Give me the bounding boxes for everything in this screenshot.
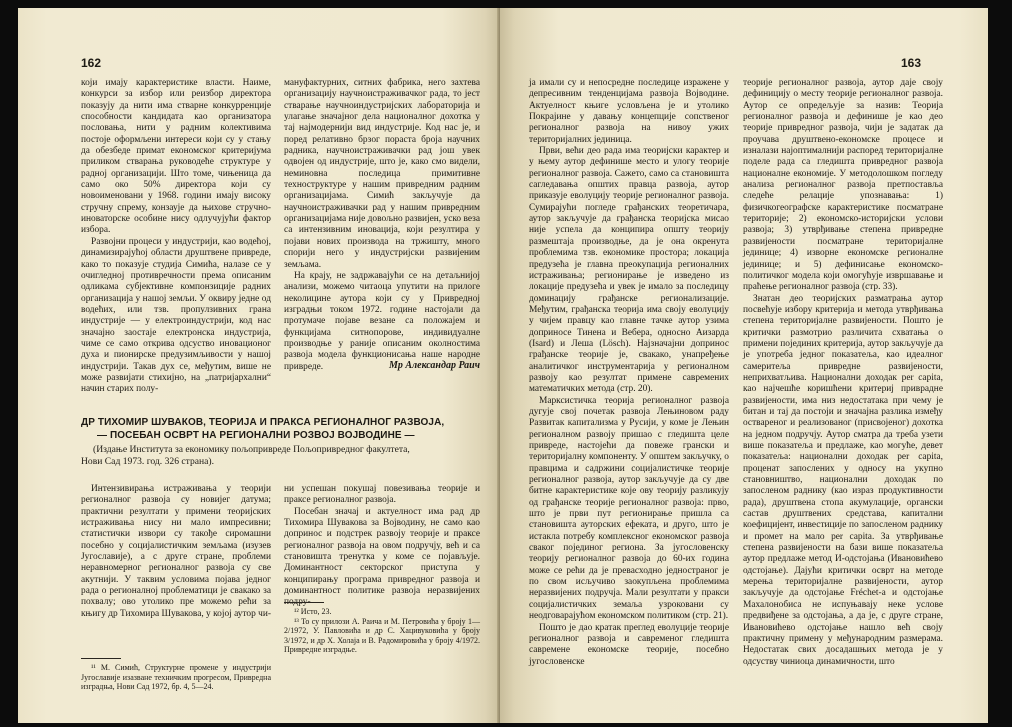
page-number: 163 (901, 56, 922, 70)
paragraph: теорије регионалног развоја, аутор даје своју дефиницију о месту теорије регионалног развоја. Аутор се опредељује за назив: Теорија регионалног развоја и дефинише је као део теорије привредног развоја, чији је задатак да проучава друштвено-економске процесе и изналази најоптималнији распоред територијалне поделе рада са гледишта привредног развоја националне економије. У методолошком погледу анализа регионалног развоја претпоставља следеће релације упознавања: 1) физичкогеографске карактеристике посматране територије; 2) економско-историјски услови развоја; 3) утврђивање степена привредне развијености посматране територијалне јединице; 4) изворне економске регионалне јединице; и 5) дефинисање економско-политичког модела који омогућује извршавање и праћење регионалног развоја (стр. 33). (743, 78, 943, 293)
footnote (284, 607, 480, 655)
paragraph: ја имали су и непосредне последице изражене у депресивним тенденцијама развоја Војводине. Актуелност књиге условљена је и утолико Покрајине у давању концепције сопственог регионалног развоја на нивоу ужих територијалних јединица. (529, 78, 729, 145)
footnote-rule (81, 658, 121, 659)
paragraph: Посебан значај и актуелност има рад др Тихомира Шувакова за Војводину, не само као допринос и подстрек развоју теорије и праксе регионалног развоја на овом подручју, већ и са становишта тренутка у коме се појављује. Доминантност секторског приступа у конципирању програма привредног развоја и доминантност политике развоја неразвијених подру- (284, 506, 480, 608)
text-column-5 (529, 78, 729, 668)
review-title (81, 416, 500, 442)
paragraph: На крају, не задржавајући се на детаљнијој анализи, можемо читаоца упутити на прилоге неколицине аутора који су у Привредној изградњи током 1972. године настојали да протумаче појаве везане са положајем и функцијама ситнопорове, индивидуалне производње у раније описаним околностима развоја модела функционисања наше народне привреде. (284, 270, 480, 372)
paragraph: Марксистичка теорија регионалног развоја дугује свој почетак развоја Лењиновом раду Развитак капитализма у Русији, у коме је Лењин регионалном развоју пришао с гледишта целе привреде, настојећи да повеже грански и територијалну компоненту. У општем закључку, о правцима и садржини социјалистичке теорије регионалног развоја, аутор закључује да су две битне карактеристике које ову теорију разликују од грађанске теорије регионалног развоја: прво, што је први пут регионирање пришла са становишта ауторских ефеката, и друго, што је истакла потребу комплексног економског развоја сваког појединог региона. За југословенску теорију регионалног развоја до 60-их година може се рећи да је превасходно једностраног је по свом исључиво заокупљена проблемима неразвијених подручја. Мали резултати у пракси социјалистичких земаља узроковани су неодговарајућом економском политиком (стр. 21). (529, 395, 729, 622)
text-column-1 (81, 78, 271, 396)
left-page (18, 8, 500, 723)
footnote (81, 663, 271, 692)
footnote-rule (284, 602, 324, 603)
text-column-3 (81, 484, 271, 620)
paragraph: Први, већи део рада има теоријски карактер и у њему аутор дефинише место и улогу теорије регионалног развоја. Сажето, само са становишта сагледавања општих правца развоја, аутор приказује еволуцију теорије регионалног развоја. Сумирајући погледе грађанских теоретичара, аутор закључује да грађанска теоријска мисао није успела да конципира општу теорију размештаја производње, да је она окренута проблемима тзв. економике простора; локација предузећа је главна преокупација регионалних истраживања; регионирање је изведено из локације предузећа и увек је имало за последицу доминацију грађанске регионализације. Међутим, грађанска теорија има своју еволуцију у чијем правцу као главне тачке аутор узима доприносе Тинена и Вебера, односно Аизарда (Isard) и Леша (Lösch). Најзначајни допринос грађанске теорије је, свакако, унапређење аналитичког инструментарија у регионалном развоју као резултат примене савремених математичких метода (стр. 20). (529, 146, 729, 395)
author-signature: Мр Александар Раич (388, 360, 480, 371)
right-page (500, 8, 988, 723)
paragraph: Интензивирања истраживања у теорији регионалног развоја су новијег датума; практични резултати у примени теоријских истраживања нису ни мало импресивни; статистички извори су такође сиромашни посебно у социјалистичким земљама (изузев Југославије), а с друге стране, проблеми неравномерног регионалног развоја су све акутнији. У таквим условима појава једног рада о регионалној проблематици је свакако за похвалу; ово утолико пре можемо рећи за књигу др Тихомира Шувакова, у којој аутор чи- (81, 484, 271, 619)
paragraph: који имају карактеристике власти. Наиме, конкурси за избор или реизбор директора показују да нити има стварне конкурренције способности кандидата као организатора пословања, нити у радним колективима постоје оформљени интереси који су у стању да обезбеде примат економског критеријума приликом стварања руководеће структуре у радној организацији. Што томе, чињеница да само око 50% директора који су новоименовани у 1968. години имају високу стручну спрему, конзаује да њихове стручно-иноваторске особине нису одлучујући фактор избора. (81, 78, 271, 236)
footnote-text: ¹³ То су прилози А. Раича и М. Петровића у броју 1—2/1972, У. Павловића и др С. Хацивуковића у броју 3/1972, и др Х. Холаја и В. Радомировића у броју 4/1972. Привредне изградње. (284, 616, 480, 655)
paragraph: мануфактурних, ситних фабрика, него захтева организацију научноистраживачког рада, то јест стварање научноиндустријских лабораторија и улагање значајног дела националног дохотка у тај најмодернији вид индустрије. Код нас је, и поред релативно брзог пораста броја научних радника, научноистраживачки рад још увек одвојен од индустрије, што је, како смо видели, неминовна последица примитивне техноструктуре у нашим привредним радним организацијама. Симић закључује да научноистраживачки рад у нашим привредним организацијама није довољно развијен, уско веза са интензивним иновација, који резултира у појави нових производа на тржишту, много спорији него у индустријски развијеним земљама. (284, 78, 480, 270)
text-column-2 (284, 78, 480, 373)
publication-line: Нови Сад 1973. год. 326 страна). (81, 455, 215, 467)
paragraph: Пошто је дао кратак преглед еволуције теорије регионалног развоја и савременог гледишта савремене економске теорије, посебно југословенске (529, 622, 729, 667)
page-number: 162 (81, 56, 102, 70)
review-title-line: ДР ТИХОМИР ШУВАКОВ, ТЕОРИЈА И ПРАКСА РЕГИОНАЛНОГ РАЗВОЈА, (81, 417, 445, 428)
review-title-line: — ПОСЕБАН ОСВРТ НА РЕГИОНАЛНИ РОЗВОЈ ВОЈВОДИНЕ — (97, 430, 415, 441)
text-column-6 (743, 78, 943, 668)
paragraph: Знатан део теоријских разматрања аутор посвећује избору критерија и метода утврђивања степена територијалне развијености. Пошто је критички размотрио различита схватања о примени појединих критерија, аутор закључује да је употреба једног показатеља, као идеалног самеритеља привредне развијености, неприхватљива. Национални доходак per capita, као најчешће коришћени критериј приврадне развијености, има низ недостатака при чему је битан и тај да постоји и значајна разлика између оствареног и реализованог (присвојеног) дохотка на једном подручју. Аутор сматра да треба узети више показатеља и предлаже, као могуће, девет показатеља: национални доходак per capita, проценат запослених у односу на укупно становништво, национални доходак по запосленом раднику (као израз продуктивности рада), друштвена стопа акумулације, органски састав друштвених средстава, капитални коефицијент, инвестиције по запосленом раднику и промет на мало per capita. За утврђивање степена развијености на бази више показатеља аутор предлаже метод И-одстојања (Ивановићево одстојање). Дајући критички осврт на методе мерења територијалне развијености, аутор закључује да одстојање Fréchet-а и одстојање Махалонобиса не испуњавају неке услове предвиђене за одстојања, а да је, с друге стране, Ивановићево одстојање нашло већ своју практичну примену у међународним размерама. Недостатак свих досадашњих метода је у одсуству чиниоца динамичности, што (743, 293, 943, 667)
paragraph: Развојни процеси у индустрији, као водећој, динамизирајућој области друштвене привреде, како то показује студија Симића, налазе се у очигледној противречности према описаним одликама субјективне компонзиције радних организација у нашој земљи. У оквиру једне од водећих, или тзв. пропулзивних грана индустрије — у електроиндустрији, код нас значајно заостаје електронска индустрија, чиме се само открива одсуство иновационог духа и пионирске предузимљивости у нашој индустрији. Такав дух се, међутим, више не може развијати стихијно, на „патријархални“ начин старих полу- (81, 236, 271, 395)
footnote-text: ¹² Исто, 23. (294, 607, 332, 616)
publication-info (81, 444, 500, 467)
publication-line: (Издање Института за економику пољопривреде Пољопривредног факултета, (93, 444, 410, 455)
footnote-text: ¹¹ М. Симић, Структурне промене у индустрији Југославије изазване техничким прогресом, Привредна изградња, Нови Сад 1972, бр. 4, 5—24. (81, 663, 271, 692)
text-column-4 (284, 484, 480, 609)
paragraph: ни успешан покушај повезивања теорије и праксе регионалног развоја. (284, 484, 480, 506)
